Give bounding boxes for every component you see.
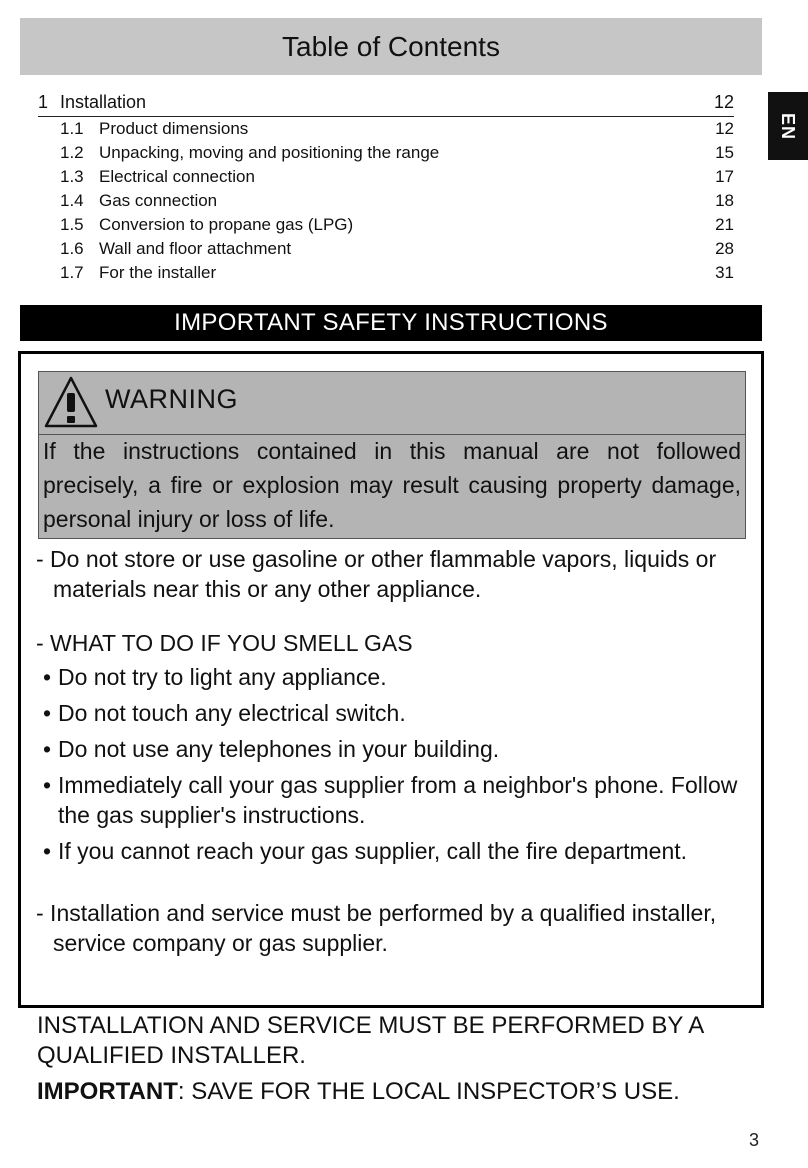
installation-notice-text: INSTALLATION AND SERVICE MUST BE PERFORMED BY A QUALIFIED INSTALLER. <box>37 1012 703 1069</box>
toc-title-bar <box>20 18 762 75</box>
page-title: Table of Contents <box>282 30 500 62</box>
bullet-marker: • <box>42 700 52 726</box>
safety-heading: IMPORTANT SAFETY INSTRUCTIONS <box>174 309 608 336</box>
language-code: EN <box>778 112 799 140</box>
toc-item-label: Conversion to propane gas (LPG) <box>99 215 354 234</box>
toc-item-page: 21 <box>715 215 734 234</box>
bullet-text: Immediately call your gas supplier from a neighbor's phone. Follow the gas supplier's instructions. <box>58 772 738 828</box>
smell-gas-heading: - WHAT TO DO IF YOU SMELL GAS <box>36 630 413 656</box>
page-number: 3 <box>749 1130 760 1150</box>
toc-item[interactable] <box>60 165 734 189</box>
toc-item-label: For the installer <box>99 263 217 282</box>
toc-item-number: 1.2 <box>60 143 84 162</box>
warning-triangle-icon <box>43 375 99 429</box>
bullet-text: Do not touch any electrical switch. <box>58 700 406 726</box>
bullet-marker: • <box>42 664 52 690</box>
bullet-marker: • <box>42 772 52 798</box>
toc-item-number: 1.4 <box>60 191 84 210</box>
important-text: : SAVE FOR THE LOCAL INSPECTOR’S USE. <box>177 1078 680 1105</box>
warning-text: If the instructions contained in this manual are not followed precisely, a fire or explosion may result causing property damage, personal injury or loss of life. <box>43 438 741 532</box>
list-item <box>36 662 744 692</box>
bullet-text: Do not try to light any appliance. <box>58 664 387 690</box>
gas-bullet-list <box>36 662 744 866</box>
installation-notice <box>37 1011 757 1107</box>
list-item <box>36 734 744 764</box>
list-item <box>36 698 744 728</box>
toc-item[interactable] <box>60 237 734 261</box>
toc-chapter-installation[interactable] <box>38 88 734 117</box>
toc-item-page: 15 <box>715 143 734 162</box>
toc-item-label: Gas connection <box>99 191 218 210</box>
toc-item[interactable] <box>60 117 734 141</box>
language-tab <box>768 92 808 160</box>
bullet-text: If you cannot reach your gas supplier, call the fire department. <box>58 838 688 864</box>
toc-item-number: 1.5 <box>60 215 84 234</box>
warning-header <box>39 372 745 435</box>
safety-heading-bar <box>20 305 762 341</box>
toc-item-label: Unpacking, moving and positioning the range <box>99 143 440 162</box>
important-label: IMPORTANT <box>37 1078 178 1105</box>
toc-item[interactable] <box>60 189 734 213</box>
toc-item-number: 1.1 <box>60 119 84 138</box>
toc-item-page: 12 <box>715 119 734 138</box>
bullet-text: Do not use any telephones in your building. <box>58 736 500 762</box>
toc-item-page: 31 <box>715 263 734 282</box>
toc-item-page: 18 <box>715 191 734 210</box>
toc-item-label: Product dimensions <box>99 119 249 138</box>
list-item <box>36 836 744 866</box>
bullet-marker: • <box>42 736 52 762</box>
safety-frame <box>18 351 764 1008</box>
toc-list <box>60 117 734 285</box>
toc-item[interactable] <box>60 141 734 165</box>
toc-chapter-number: 1 <box>38 91 49 112</box>
warning-title: WARNING <box>105 384 238 414</box>
toc-chapter-label: Installation <box>60 91 147 112</box>
toc-item-page: 17 <box>715 167 734 186</box>
bullet-marker: • <box>42 838 52 864</box>
toc-item-number: 1.3 <box>60 167 84 186</box>
toc-chapter-page: 12 <box>713 91 734 112</box>
toc-item-number: 1.7 <box>60 263 84 282</box>
list-item <box>36 770 744 830</box>
warning-box <box>38 371 746 539</box>
toc-item-page: 28 <box>715 239 734 258</box>
toc-item-label: Electrical connection <box>99 167 255 186</box>
safety-instructions <box>36 544 744 958</box>
toc-item[interactable] <box>60 261 734 285</box>
toc-item[interactable] <box>60 213 734 237</box>
toc-item-number: 1.6 <box>60 239 84 258</box>
toc-item-label: Wall and floor attachment <box>99 239 292 258</box>
important-notice <box>37 1077 757 1107</box>
qualified-installer-note: - Installation and service must be performed by a qualified installer, service company or gas supplier. <box>36 900 717 956</box>
flammable-warning: - Do not store or use gasoline or other flammable vapors, liquids or materials near this or any other appliance. <box>36 546 717 602</box>
